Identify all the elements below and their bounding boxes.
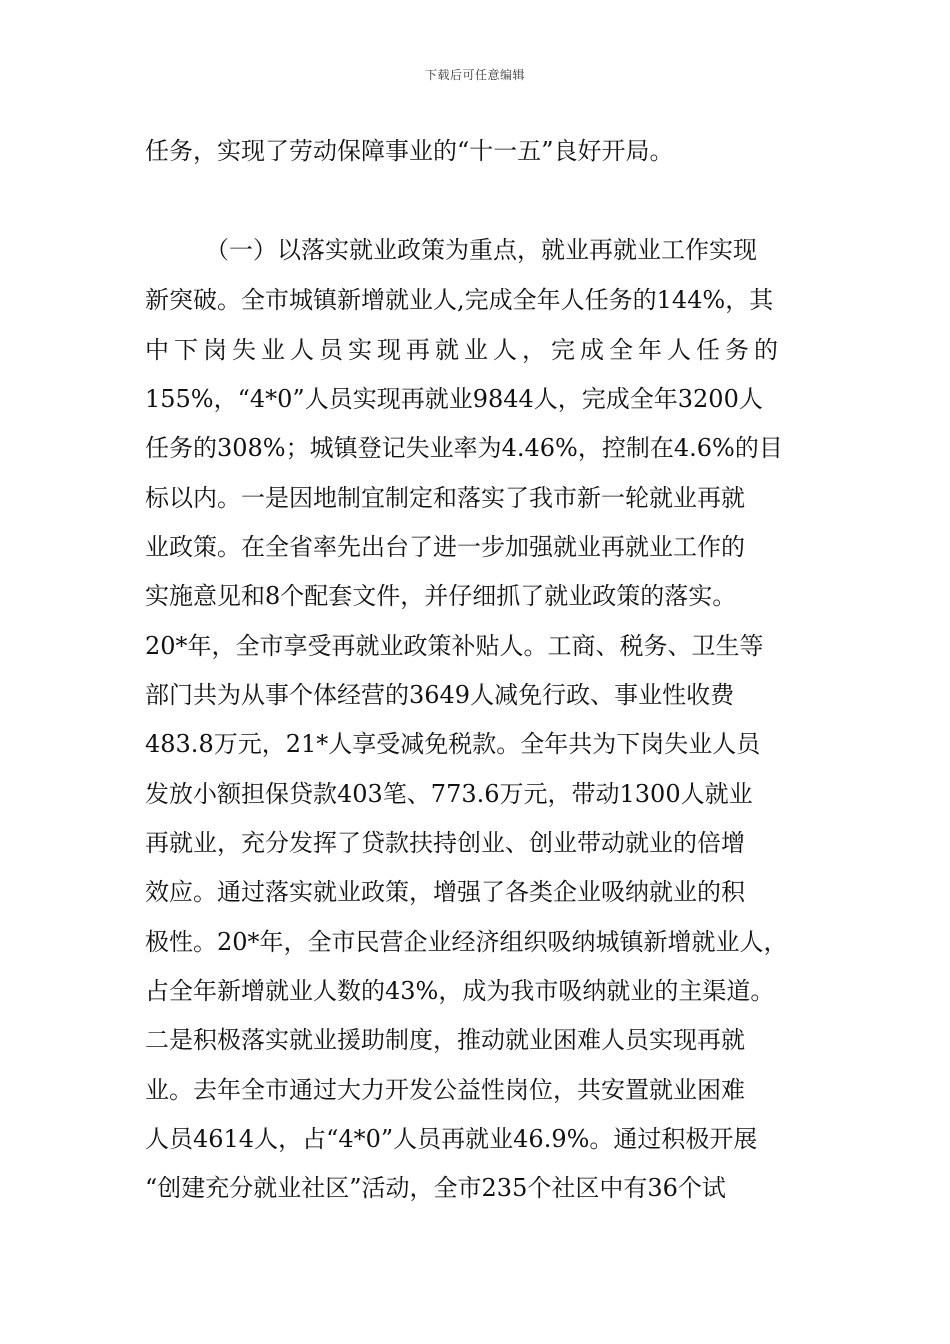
paragraph-line: 标以内。一是因地制宜制定和落实了我市新一轮就业再就	[145, 484, 745, 512]
paragraph-line: 部门共为从事个体经营的3649人减免行政、事业性收费	[145, 681, 735, 709]
paragraph-line: 实施意见和8个配套文件，并仔细抓了就业政策的落实。	[145, 582, 737, 610]
paragraph-line: 再就业，充分发挥了贷款扶持创业、创业带动就业的倍增	[145, 829, 745, 857]
paragraph-line: 20*年，全市享受再就业政策补贴人。工商、税务、卫生等	[145, 632, 764, 660]
paragraph-line: 极性。20*年，全市民营企业经济组织吸纳城镇新增就业人，	[145, 928, 788, 956]
page-header-note: 下载后可任意编辑	[424, 68, 525, 82]
paragraph-line: 任务的308%；城镇登记失业率为4.46%，控制在4.6%的目	[145, 434, 783, 462]
paragraph-line: “创建充分就业社区”活动，全市235个社区中有36个试	[145, 1174, 726, 1202]
paragraph-line: 155%，“4*0”人员实现再就业9844人，完成全年3200人	[145, 385, 763, 413]
paragraph-line: 业政策。在全省率先出台了进一步加强就业再就业工作的	[145, 533, 745, 561]
paragraph-line: 效应。通过落实就业政策，增强了各类企业吸纳就业的积	[145, 878, 745, 906]
paragraph-first-line: （一）以落实就业政策为重点，就业再就业工作实现	[205, 236, 757, 264]
paragraph-line: 人员4614人，占“4*0”人员再就业46.9%。通过积极开展	[145, 1125, 758, 1153]
paragraph-line: 二是积极落实就业援助制度，推动就业困难人员实现再就	[145, 1026, 745, 1054]
paragraph-line: 483.8万元，21*人享受减免税款。全年共为下岗失业人员	[145, 730, 761, 758]
paragraph-line: 发放小额担保贷款403笔、773.6万元，带动1300人就业	[145, 780, 753, 808]
paragraph-line: 占全年新增就业人数的43%，成为我市吸纳就业的主渠道。	[145, 977, 775, 1005]
paragraph-line: 中下岗失业人员实现再就业人，完成全年人任务的	[145, 336, 783, 364]
paragraph-line: 新突破。全市城镇新增就业人,完成全年人任务的144%，其	[145, 286, 774, 314]
intro-line: 任务，实现了劳动保障事业的“十一五”良好开局。	[145, 137, 674, 165]
paragraph-line: 业。去年全市通过大力开发公益性岗位，共安置就业困难	[145, 1076, 745, 1104]
